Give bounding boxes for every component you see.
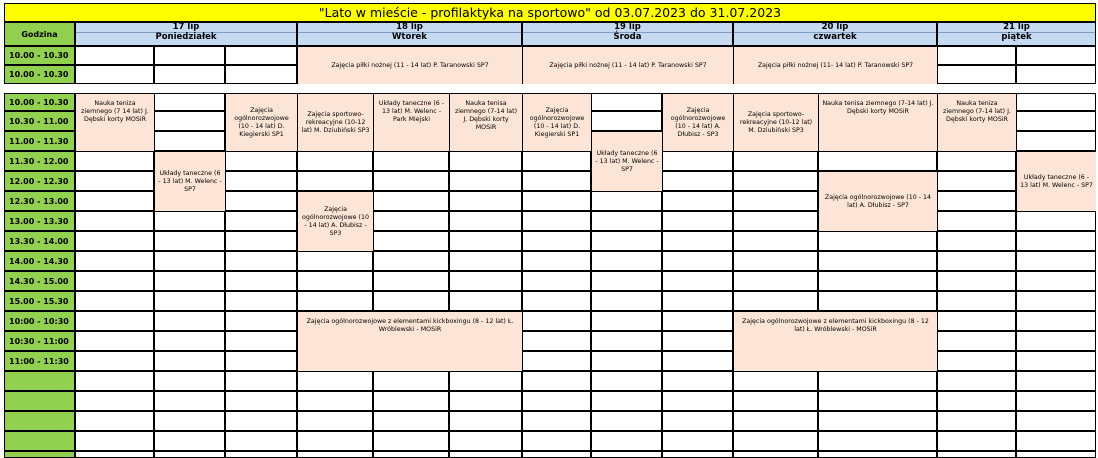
schedule-cell bbox=[522, 311, 591, 331]
schedule-cell bbox=[662, 351, 733, 371]
schedule-cell bbox=[154, 93, 225, 111]
time-slot-cell bbox=[4, 431, 75, 451]
schedule-cell bbox=[1016, 46, 1096, 65]
schedule-cell bbox=[75, 251, 154, 271]
schedule-cell bbox=[1016, 231, 1096, 251]
time-slot-cell: 14.30 - 15.00 bbox=[4, 271, 75, 291]
activity-text: Zajęcia sportowo-rekreacyjne (10-12 lat) M. Dziubiński SP3 bbox=[301, 110, 370, 134]
schedule-cell bbox=[225, 65, 297, 84]
schedule-cell bbox=[373, 291, 449, 311]
time-slot-cell: 12.30 - 13.00 bbox=[4, 191, 75, 211]
schedule-cell bbox=[522, 271, 591, 291]
activity-text: Zajęcia ogólnorozwojowe z elementami kickboxingu (8 - 12 lat) Ł. Wróblewski - MOSiR bbox=[306, 318, 514, 333]
activity-text: Zajęcia ogólnorozwojowe (10 - 14 lat) A. Dłubisz - SP3 bbox=[301, 205, 369, 237]
schedule-cell bbox=[1016, 311, 1096, 331]
schedule-cell bbox=[522, 431, 591, 451]
activity-block bbox=[374, 94, 449, 151]
schedule-cell bbox=[522, 411, 591, 431]
schedule-cell bbox=[225, 451, 297, 458]
schedule-cell bbox=[225, 211, 297, 231]
schedule-cell bbox=[297, 371, 373, 391]
schedule-cell bbox=[154, 231, 225, 251]
schedule-cell bbox=[225, 46, 297, 65]
schedule-cell bbox=[1016, 391, 1096, 411]
schedule-cell bbox=[733, 171, 818, 191]
schedule-cell bbox=[373, 431, 449, 451]
schedule-cell bbox=[522, 231, 591, 251]
time-slot-cell: 10:00 - 10:30 bbox=[4, 311, 75, 331]
schedule-cell bbox=[154, 411, 225, 431]
schedule-cell bbox=[75, 191, 154, 211]
activity-text: Zajęcia ogólnorozwojowe (10 - 14 lat) D. Kiegierski SP1 bbox=[234, 106, 289, 138]
schedule-cell bbox=[75, 151, 154, 171]
activity-text: Nauka teniza ziemnego (7-14 lat) J. Dębski korty MOSiR bbox=[943, 100, 1011, 123]
activity-block bbox=[298, 47, 522, 84]
activity-text: Zajęcia ogólnorozwojowe (10 - 14 lat) A. Dłubisz - SP7 bbox=[824, 193, 932, 209]
schedule-cell bbox=[522, 291, 591, 311]
schedule-cell bbox=[733, 251, 818, 271]
schedule-cell bbox=[1016, 131, 1096, 151]
schedule-cell bbox=[733, 451, 818, 458]
schedule-cell bbox=[154, 311, 225, 331]
schedule-cell bbox=[75, 211, 154, 231]
activity-block bbox=[1017, 152, 1096, 211]
day-name: czwartek bbox=[813, 32, 857, 42]
day-date: 18 lip bbox=[298, 23, 521, 33]
day-header bbox=[522, 22, 733, 46]
schedule-cell bbox=[75, 65, 154, 84]
schedule-cell bbox=[154, 111, 225, 131]
schedule-cell bbox=[662, 291, 733, 311]
schedule-cell bbox=[1016, 251, 1096, 271]
day-header bbox=[937, 22, 1096, 46]
schedule-cell bbox=[373, 391, 449, 411]
time-slot-cell: 10.00 - 10.30 bbox=[4, 65, 75, 84]
activity-block bbox=[76, 94, 154, 151]
schedule-cell bbox=[75, 411, 154, 431]
schedule-cell bbox=[225, 331, 297, 351]
schedule-cell bbox=[75, 451, 154, 458]
schedule-cell bbox=[662, 411, 733, 431]
day-date: 19 lip bbox=[523, 23, 732, 33]
time-column-header: Godzina bbox=[4, 22, 75, 46]
schedule-cell bbox=[591, 111, 662, 131]
schedule-cell bbox=[937, 191, 1016, 211]
schedule-cell bbox=[373, 171, 449, 191]
schedule-cell bbox=[591, 271, 662, 291]
activity-block bbox=[734, 312, 937, 371]
schedule-cell bbox=[937, 271, 1016, 291]
schedule-cell bbox=[522, 171, 591, 191]
day-date: 20 lip bbox=[734, 23, 936, 33]
schedule-cell bbox=[662, 251, 733, 271]
activity-text: Układy taneczne (6 - 13 lat) M. Welenc - SP7 bbox=[158, 169, 222, 193]
activity-text: Zajęcia sportowo-rekreacyjne (10-12 lat) M. Dziubiński SP3 bbox=[739, 110, 813, 134]
schedule-cell bbox=[154, 65, 225, 84]
schedule-cell bbox=[154, 331, 225, 351]
schedule-cell bbox=[225, 311, 297, 331]
schedule-cell bbox=[154, 371, 225, 391]
schedule-cell bbox=[154, 451, 225, 458]
schedule-cell bbox=[522, 191, 591, 211]
schedule-cell bbox=[1016, 93, 1096, 111]
time-slot-cell: 11.00 - 11.30 bbox=[4, 131, 75, 151]
schedule-cell bbox=[591, 451, 662, 458]
schedule-cell bbox=[225, 411, 297, 431]
schedule-cell bbox=[662, 391, 733, 411]
schedule-cell bbox=[818, 151, 937, 171]
schedule-cell bbox=[373, 231, 449, 251]
day-header bbox=[297, 22, 522, 46]
schedule-cell bbox=[1016, 371, 1096, 391]
activity-text: Zajęcia ogólnorozwojowe (10 - 14 lat) D. Kiegierski SP1 bbox=[529, 106, 585, 138]
schedule-cell bbox=[937, 391, 1016, 411]
time-slot-cell: 10.00 - 10.30 bbox=[4, 46, 75, 65]
schedule-cell bbox=[154, 131, 225, 151]
schedule-cell bbox=[154, 351, 225, 371]
schedule-cell bbox=[154, 251, 225, 271]
schedule-cell bbox=[591, 431, 662, 451]
activity-block bbox=[298, 312, 522, 371]
schedule-cell bbox=[75, 46, 154, 65]
activity-block bbox=[226, 94, 297, 151]
time-slot-cell: 12.00 - 12.30 bbox=[4, 171, 75, 191]
time-slot-cell: 11:00 - 11:30 bbox=[4, 351, 75, 371]
schedule-cell bbox=[225, 431, 297, 451]
schedule-cell bbox=[662, 311, 733, 331]
schedule-cell bbox=[75, 371, 154, 391]
day-name: Środa bbox=[613, 32, 642, 42]
schedule-cell bbox=[662, 431, 733, 451]
activity-block bbox=[450, 94, 522, 151]
schedule-cell bbox=[297, 271, 373, 291]
schedule-cell bbox=[733, 151, 818, 171]
time-slot-cell: 13.00 - 13.30 bbox=[4, 211, 75, 231]
schedule-cell bbox=[75, 291, 154, 311]
schedule-cell bbox=[522, 451, 591, 458]
schedule-cell bbox=[373, 251, 449, 271]
activity-text: Zajęcia piłki nożnej (11- 14 lat) P. Taranowski SP7 bbox=[757, 61, 914, 69]
schedule-cell bbox=[733, 411, 818, 431]
time-slot-cell bbox=[4, 451, 75, 458]
schedule-cell bbox=[937, 451, 1016, 458]
schedule-cell bbox=[75, 331, 154, 351]
activity-block bbox=[938, 94, 1016, 151]
activity-block bbox=[298, 94, 373, 151]
schedule-cell bbox=[522, 151, 591, 171]
schedule-cell bbox=[733, 271, 818, 291]
schedule-cell bbox=[225, 271, 297, 291]
schedule-cell bbox=[662, 331, 733, 351]
schedule-cell bbox=[1016, 351, 1096, 371]
schedule-cell bbox=[75, 271, 154, 291]
day-header bbox=[75, 22, 297, 46]
activity-text: Układy taneczne (6 - 13 lat) M. Welenc - SP7 bbox=[595, 149, 659, 173]
activity-text: Zajęcia ogólnorozwojowe (10 - 14 lat) A. Dłubisz - SP3 bbox=[670, 106, 726, 138]
schedule-cell bbox=[733, 371, 818, 391]
schedule-cell bbox=[449, 231, 522, 251]
schedule-cell bbox=[818, 451, 937, 458]
time-slot-cell: 10:30 - 11:00 bbox=[4, 331, 75, 351]
schedule-cell bbox=[1016, 451, 1096, 458]
time-slot-cell: 14.00 - 14.30 bbox=[4, 251, 75, 271]
schedule-cell bbox=[449, 451, 522, 458]
schedule-cell bbox=[1016, 331, 1096, 351]
schedule-cell bbox=[154, 291, 225, 311]
activity-block bbox=[663, 94, 733, 151]
schedule-cell bbox=[297, 291, 373, 311]
schedule-cell bbox=[449, 371, 522, 391]
schedule-cell bbox=[937, 46, 1016, 65]
schedule-cell bbox=[733, 391, 818, 411]
schedule-cell bbox=[449, 191, 522, 211]
schedule-cell bbox=[937, 151, 1016, 171]
schedule-cell bbox=[75, 391, 154, 411]
activity-block bbox=[523, 94, 591, 151]
schedule-cell bbox=[1016, 411, 1096, 431]
schedule-cell bbox=[1016, 111, 1096, 131]
schedule-cell bbox=[818, 291, 937, 311]
activity-block bbox=[819, 172, 937, 231]
schedule-cell bbox=[1016, 431, 1096, 451]
schedule-cell bbox=[662, 151, 733, 171]
schedule-cell bbox=[733, 211, 818, 231]
schedule-cell bbox=[818, 391, 937, 411]
schedule-cell bbox=[937, 231, 1016, 251]
schedule-cell bbox=[1016, 211, 1096, 231]
schedule-cell bbox=[449, 171, 522, 191]
schedule-cell bbox=[522, 351, 591, 371]
activity-text: Zajęcia ogólnorozwojowe z elementami kickboxingu (8 - 12 lat) Ł. Wróblewski - MOSiR bbox=[742, 318, 929, 333]
schedule-cell bbox=[818, 371, 937, 391]
schedule-cell bbox=[225, 371, 297, 391]
schedule-cell bbox=[591, 371, 662, 391]
schedule-cell bbox=[591, 391, 662, 411]
schedule-cell bbox=[154, 271, 225, 291]
schedule-cell bbox=[937, 351, 1016, 371]
activity-text: Nauka tenisa ziemnego (7-14 lat) J. Dębski korty MOSiR bbox=[454, 100, 518, 131]
activity-text: Układy taneczne (6 - 13 lat) M. Welenc - Park Miejski bbox=[378, 100, 445, 123]
schedule-cell bbox=[818, 271, 937, 291]
schedule-cell bbox=[75, 171, 154, 191]
schedule-cell bbox=[373, 371, 449, 391]
time-slot-cell: 13.30 - 14.00 bbox=[4, 231, 75, 251]
time-slot-cell: 11.30 - 12.00 bbox=[4, 151, 75, 171]
schedule-cell bbox=[591, 251, 662, 271]
schedule-cell bbox=[591, 93, 662, 111]
activity-block bbox=[298, 192, 373, 251]
schedule-cell bbox=[591, 331, 662, 351]
schedule-cell bbox=[449, 251, 522, 271]
schedule-cell bbox=[297, 391, 373, 411]
schedule-cell bbox=[373, 271, 449, 291]
schedule-cell bbox=[297, 171, 373, 191]
activity-block bbox=[734, 94, 818, 151]
schedule-cell bbox=[297, 411, 373, 431]
day-header bbox=[733, 22, 937, 46]
schedule-cell bbox=[449, 151, 522, 171]
schedule-cell bbox=[733, 291, 818, 311]
schedule-cell bbox=[1016, 65, 1096, 84]
schedule-cell bbox=[733, 191, 818, 211]
schedule-cell bbox=[449, 271, 522, 291]
schedule-cell bbox=[225, 351, 297, 371]
schedule-cell bbox=[662, 271, 733, 291]
time-slot-cell bbox=[4, 411, 75, 431]
schedule-cell bbox=[662, 211, 733, 231]
schedule-cell bbox=[225, 191, 297, 211]
schedule-cell bbox=[297, 431, 373, 451]
schedule-cell bbox=[937, 65, 1016, 84]
schedule-cell bbox=[522, 371, 591, 391]
day-date: 17 lip bbox=[76, 23, 296, 33]
schedule-cell bbox=[937, 211, 1016, 231]
schedule-cell bbox=[449, 431, 522, 451]
schedule-cell bbox=[937, 371, 1016, 391]
schedule-cell bbox=[297, 251, 373, 271]
schedule-cell bbox=[662, 191, 733, 211]
schedule-cell bbox=[937, 251, 1016, 271]
schedule-cell bbox=[373, 191, 449, 211]
schedule-cell bbox=[818, 411, 937, 431]
schedule-cell bbox=[591, 231, 662, 251]
activity-block bbox=[592, 132, 662, 191]
time-slot-cell: 10.30 - 11.00 bbox=[4, 111, 75, 131]
schedule-cell bbox=[154, 46, 225, 65]
schedule-cell bbox=[591, 291, 662, 311]
schedule-cell bbox=[75, 351, 154, 371]
time-slot-cell: 15.00 - 15.30 bbox=[4, 291, 75, 311]
schedule-cell bbox=[937, 311, 1016, 331]
schedule-cell bbox=[818, 251, 937, 271]
schedule-cell bbox=[75, 431, 154, 451]
time-slot-cell bbox=[4, 391, 75, 411]
activity-text: Zajęcia piłki nożnej (11 - 14 lat) P. Taranowski SP7 bbox=[549, 61, 707, 69]
activity-block bbox=[819, 94, 937, 151]
schedule-cell bbox=[154, 431, 225, 451]
schedule-cell bbox=[225, 291, 297, 311]
activity-block bbox=[155, 152, 225, 211]
schedule-cell bbox=[662, 231, 733, 251]
schedule-cell bbox=[522, 251, 591, 271]
schedule-cell bbox=[373, 211, 449, 231]
day-name: piątek bbox=[1001, 32, 1032, 42]
schedule-cell bbox=[522, 211, 591, 231]
schedule-cell bbox=[297, 151, 373, 171]
schedule-cell bbox=[1016, 271, 1096, 291]
schedule-cell bbox=[225, 231, 297, 251]
schedule-cell bbox=[522, 391, 591, 411]
schedule-cell bbox=[75, 311, 154, 331]
schedule-cell bbox=[373, 451, 449, 458]
schedule-cell bbox=[449, 411, 522, 431]
schedule-cell bbox=[449, 391, 522, 411]
schedule-cell bbox=[591, 211, 662, 231]
day-name: Poniedziałek bbox=[155, 32, 217, 42]
schedule-cell bbox=[449, 211, 522, 231]
activity-block bbox=[734, 47, 937, 84]
schedule-cell bbox=[522, 331, 591, 351]
time-slot-cell bbox=[4, 371, 75, 391]
day-name: Wtorek bbox=[392, 32, 427, 42]
schedule-cell bbox=[591, 351, 662, 371]
schedule-cell bbox=[297, 451, 373, 458]
sheet-title: "Lato w mieście - profilaktyka na sportowo" od 03.07.2023 do 31.07.2023 bbox=[4, 3, 1096, 22]
activity-text: Nauka teniza ziemnego (7 14 lat) J. Dębski korty MOSiR bbox=[81, 100, 149, 123]
schedule-cell bbox=[154, 391, 225, 411]
schedule-cell bbox=[937, 331, 1016, 351]
schedule-cell bbox=[662, 451, 733, 458]
schedule-cell bbox=[591, 311, 662, 331]
schedule-cell bbox=[225, 151, 297, 171]
schedule-cell bbox=[733, 431, 818, 451]
activity-text: Nauka tenisa ziemnego (7-14 lat) J. Dębski korty MOSiR bbox=[822, 100, 934, 115]
schedule-cell bbox=[225, 171, 297, 191]
schedule-cell bbox=[937, 431, 1016, 451]
schedule-cell bbox=[1016, 291, 1096, 311]
schedule-cell bbox=[591, 191, 662, 211]
activity-text: Układy taneczne (6 - 13 lat) M. Welenc - SP7 bbox=[1020, 173, 1093, 189]
schedule-cell bbox=[937, 171, 1016, 191]
time-slot-cell: 10.00 - 10.30 bbox=[4, 93, 75, 111]
activity-block bbox=[523, 47, 733, 84]
schedule-cell bbox=[225, 391, 297, 411]
schedule-cell bbox=[818, 431, 937, 451]
schedule-cell bbox=[449, 291, 522, 311]
schedule-cell bbox=[662, 371, 733, 391]
schedule-cell bbox=[733, 231, 818, 251]
schedule-cell bbox=[818, 231, 937, 251]
schedule-cell bbox=[373, 151, 449, 171]
day-date: 21 lip bbox=[938, 23, 1095, 33]
schedule-cell bbox=[75, 231, 154, 251]
schedule-cell bbox=[154, 211, 225, 231]
schedule-cell bbox=[591, 411, 662, 431]
schedule-cell bbox=[937, 291, 1016, 311]
activity-text: Zajęcia piłki nożnej (11 - 14 lat) P. Taranowski SP7 bbox=[331, 61, 489, 69]
schedule-cell bbox=[225, 251, 297, 271]
schedule-cell bbox=[937, 411, 1016, 431]
schedule-cell bbox=[373, 411, 449, 431]
schedule-cell bbox=[662, 171, 733, 191]
